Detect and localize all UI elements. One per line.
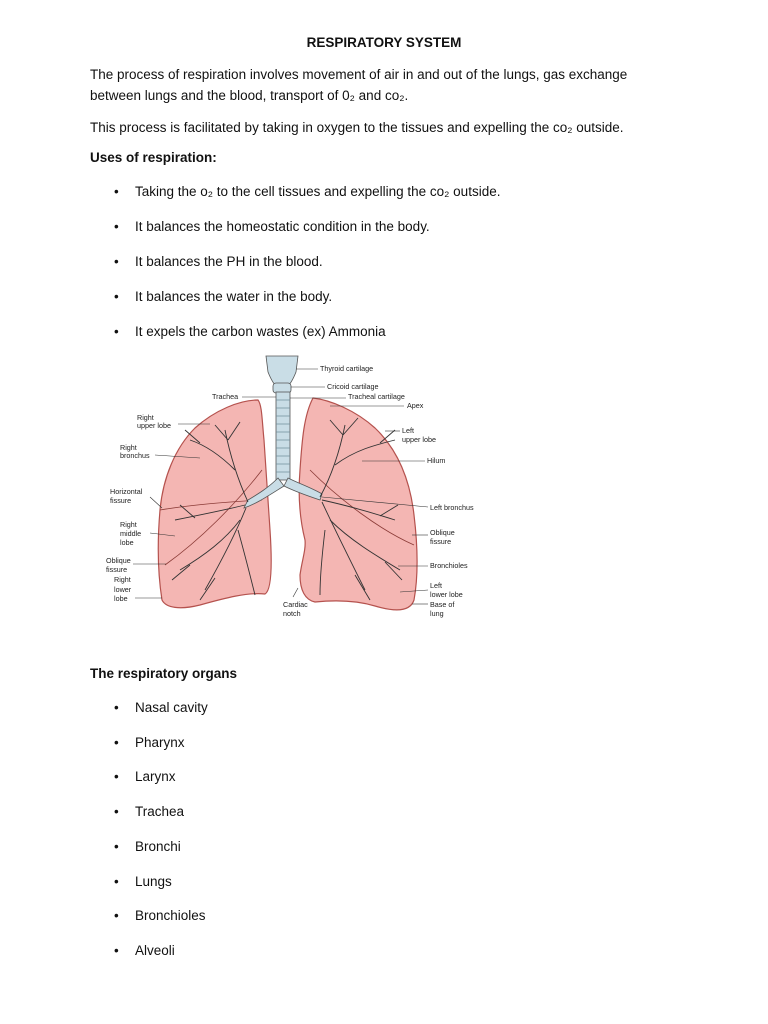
bullet-icon: • bbox=[114, 804, 119, 819]
label-trachea: Trachea bbox=[212, 392, 239, 401]
label-right-upper-lobe-2: upper lobe bbox=[137, 421, 171, 430]
label-base-of-lung-1: Base of bbox=[430, 600, 455, 609]
bullet-icon: • bbox=[114, 769, 119, 784]
label-cardiac-notch-1: Cardiac bbox=[283, 600, 308, 609]
page-title: RESPIRATORY SYSTEM bbox=[306, 35, 462, 50]
intro-paragraph-2: This process is facilitated by taking in oxygen to the tissues and expelling the co₂ outside. bbox=[90, 120, 624, 135]
bullet-icon: • bbox=[114, 839, 119, 854]
label-oblique-fissure-right-1: Oblique bbox=[106, 556, 131, 565]
label-left-bronchus: Left bronchus bbox=[430, 503, 474, 512]
cricoid-cartilage bbox=[273, 383, 291, 393]
label-base-of-lung-2: lung bbox=[430, 609, 444, 618]
bullet-icon: • bbox=[114, 735, 119, 750]
bullet-icon: • bbox=[114, 908, 119, 923]
label-right-lower-lobe-3: lobe bbox=[114, 594, 128, 603]
bullet-icon: • bbox=[114, 700, 119, 715]
label-oblique-fissure-left-2: fissure bbox=[430, 537, 452, 546]
label-cardiac-notch-2: notch bbox=[283, 609, 301, 618]
label-bronchioles: Bronchioles bbox=[430, 561, 468, 570]
label-right-middle-lobe-1: Right bbox=[120, 520, 137, 529]
label-left-upper-lobe-2: upper lobe bbox=[402, 435, 436, 444]
trachea bbox=[276, 392, 290, 480]
label-oblique-fissure-left-1: Oblique bbox=[430, 528, 455, 537]
left-lung bbox=[299, 398, 417, 610]
label-right-middle-lobe-2: middle bbox=[120, 529, 142, 538]
label-right-lower-lobe-1: Right bbox=[114, 575, 131, 584]
label-oblique-fissure-right-2: fissure bbox=[106, 565, 128, 574]
label-thyroid-cartilage: Thyroid cartilage bbox=[320, 364, 374, 373]
intro-line-2: between lungs and the blood, transport of 0₂ and co₂. bbox=[90, 88, 409, 103]
bullet-icon: • bbox=[114, 874, 119, 889]
bullet-icon: • bbox=[114, 219, 119, 234]
bullet-icon: • bbox=[114, 943, 119, 958]
uses-heading: Uses of respiration: bbox=[90, 150, 217, 165]
intro-paragraph-1 bbox=[90, 64, 690, 106]
bullet-icon: • bbox=[114, 184, 119, 199]
label-left-upper-lobe-1: Left bbox=[402, 426, 414, 435]
label-left-lower-lobe-2: lower lobe bbox=[430, 590, 463, 599]
intro-line-1: The process of respiration involves movement of air in and out of the lungs, gas exchange bbox=[90, 67, 628, 82]
organs-heading: The respiratory organs bbox=[90, 666, 238, 681]
label-cricoid-cartilage: Cricoid cartilage bbox=[327, 382, 379, 391]
label-right-lower-lobe-2: lower bbox=[114, 585, 132, 594]
label-horizontal-fissure-1: Horizontal bbox=[110, 487, 143, 496]
label-horizontal-fissure-2: fissure bbox=[110, 496, 132, 505]
lung-diagram bbox=[100, 348, 490, 628]
label-tracheal-cartilage: Tracheal cartilage bbox=[348, 392, 405, 401]
label-left-lower-lobe-1: Left bbox=[430, 581, 442, 590]
label-right-bronchus-1: Right bbox=[120, 443, 137, 452]
label-hilum: Hilum bbox=[427, 456, 446, 465]
label-apex: Apex bbox=[407, 401, 424, 410]
label-right-upper-lobe-1: Right bbox=[137, 413, 154, 422]
document-page: RESPIRATORY SYSTEM The process of respiration involves movement of air in and out of the lungs, gas exchange between lungs and the blood, transport of 0₂ and co₂. This process is facilitated by taking in oxygen to the tissues and expelling the co₂ outside. Uses of respiration: • Taking the o₂ to the cell tissues and expelling the co₂ outside. • It balances the homeostatic condition in the body. • It balances the PH in the blood. • It balances the water in the body. • It expels the carbon wastes (ex) Ammonia Thyroid cartilage Cricoid cartilage Trachea Tracheal cartilage Apex Right upper lobe Left upper lobe Right bronchus Hilum Horizontal fissure Left bronchus Right middle lobe Oblique fissure Oblique fissure Bronchioles Right lower lobe Left lower lobe Cardiac notch Base of lung The respiratory organs • Nasal cavity • Pharynx • Larynx • Trachea • Bronchi • Lungs • Bronchioles • Alveoli bbox=[0, 0, 768, 1024]
bullet-icon: • bbox=[114, 254, 119, 269]
bullet-icon: • bbox=[114, 289, 119, 304]
bullet-icon: • bbox=[114, 324, 119, 339]
label-right-middle-lobe-3: lobe bbox=[120, 538, 134, 547]
label-right-bronchus-2: bronchus bbox=[120, 451, 150, 460]
